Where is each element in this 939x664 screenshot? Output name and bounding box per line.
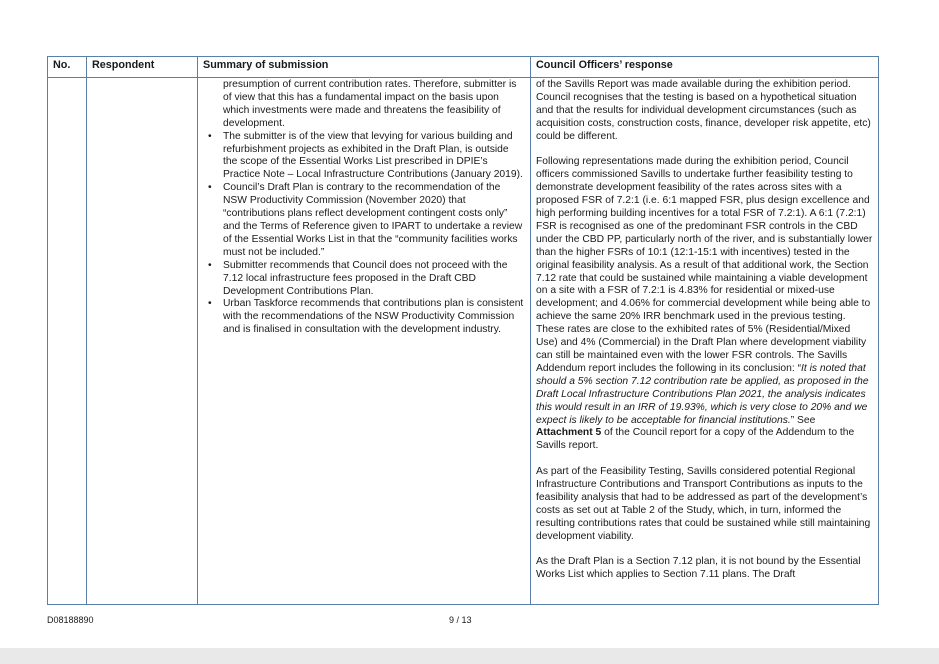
response-paragraph-3: As part of the Feasibility Testing, Savills considered potential Regional Infrastructure Contributions and Transport Contributions as inputs to the feasibility analysis that had to be addressed as part of the development’s costs as set out at Table 2 of the Study, which, in turn, informed the resulting contributions rates that could be sustained while still maintaining development viability.	[536, 466, 871, 542]
submissions-table	[47, 56, 879, 605]
summary-bullet: • Urban Taskforce recommends that contributions plan is consistent with the recommendations of the NSW Productivity Commission and is finalised in consultation with the development industry.	[223, 298, 525, 337]
response-paragraph-4: As the Draft Plan is a Section 7.12 plan, it is not bound by the Essential Works List which applies to Section 7.11 plans. The Draft	[536, 556, 861, 581]
summary-bullet: • Submitter recommends that Council does not proceed with the 7.12 local infrastructure fees proposed in the Draft CBD Development Contributions Plan.	[223, 260, 525, 299]
summary-bullet: • Council’s Draft Plan is contrary to the recommendation of the NSW Productivity Commission (November 2020) that “contributions plans reflect development contingent costs only” and the Terms of Reference given to IPART to undertake a review of the Essential Works List in that the “community facilities works must not be included.”	[223, 182, 525, 259]
response-paragraph-2-text: Following representations made during the exhibition period, Council officers commissioned Savills to undertake further feasibility testing to demonstrate development feasibility of the rates across sites with a proposed FSR of 7.2:1 (i.e. 6:1 mapped FSR, plus design excellence and high performing building incentives for a total FSR of 7.2:1). A 6:1 (7.2:1) FSR is recognised as one of the predominant FSR controls in the CBD under the CBD PP, particularly north of the river, and is substantially lower than the higher FSRs of 10:1 (12:1-15:1 with incentives) tested in the original feasibility analysis. As a result of that additional work, the Section 7.12 rate that could be sustained while maintaining a viable development on a site with a FSR of 7.2:1 is 4.83% for residential or mixed-use development; and 4.06% for commercial development while being able to achieve the same 20% IRR benchmark used in the previous testing. These rates are close to the exhibited rates of 5% (Residential/Mixed Use) and 4% (Commercial) in the Draft Plan where development viability can still be maintained even with the lower FSR controls. The Savills Addendum report includes the following in its conclusion: “	[536, 156, 873, 374]
header-response: Council Officers’ response	[531, 57, 879, 78]
response-paragraph-1: of the Savills Report was made available during the exhibition period. Council recognises that the testing is based on a hypothetical situation and that the results for individual development circumstances (such as acquisition costs, construction costs, finance, developer risk appetite, etc) could be different.	[536, 79, 871, 142]
savills-quote: It is noted that should a 5% section 7.12 contribution rate be applied, as proposed in the Draft Local Infrastructure Contributions Plan 2021, the analysis indicates this would result in an IRR of 19.93%, which is very close to 20% and we expect is likely to be acceptable for financial institutions.	[536, 362, 869, 426]
cell-summary	[198, 78, 531, 605]
cell-respondent	[87, 78, 198, 605]
response-paragraph-2-end: of the Council report for a copy of the Addendum to the Savills report.	[536, 427, 855, 452]
attachment-reference: Attachment 5	[536, 427, 602, 439]
cell-response	[531, 78, 879, 605]
footer-page-number: 9 / 13	[449, 615, 472, 625]
header-respondent: Respondent	[87, 57, 198, 78]
footer-document-id: D08188890	[47, 615, 94, 625]
response-paragraph-2	[536, 156, 873, 453]
summary-continuation: presumption of current contribution rates. Therefore, submitter is of view that this has a fundamental impact on the basis upon which investments were made and threatens the feasibility of development.	[223, 79, 517, 129]
header-summary: Summary of submission	[198, 57, 531, 78]
table-header-row	[48, 57, 879, 78]
header-no: No.	[48, 57, 87, 78]
summary-bullet: • The submitter is of the view that levying for various building and refurbishment projects as exhibited in the Draft Plan, is outside the scope of the Essential Works List prescribed in DPIE’s Practice Note – Local Infrastructure Contributions (January 2019).	[223, 131, 525, 183]
table-row	[48, 78, 879, 605]
cell-no	[48, 78, 87, 605]
summary-bullet-list	[203, 131, 525, 338]
response-paragraph-2-after-quote: ” See	[790, 414, 816, 426]
page-bottom-edge	[0, 648, 939, 664]
